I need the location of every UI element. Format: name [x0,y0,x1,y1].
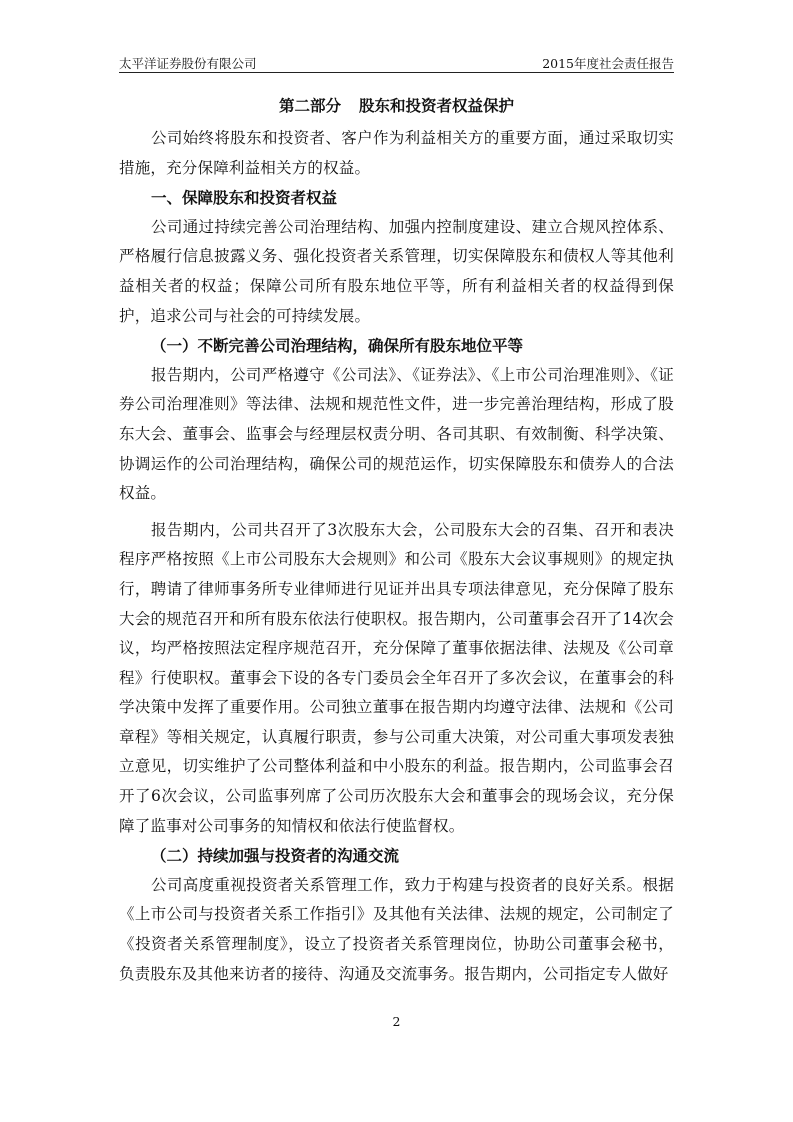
subsection-1-paragraph-1: 报告期内，公司严格遵守《公司法》、《证券法》、《上市公司治理准则》、《证券公司治理准则》等法律、法规和规范性文件，进一步完善治理结构，形成了股东大会、董事会、监事会与经理层权责分明、各司其职、有效制衡、科学决策、协调运作的公司治理结构，确保公司的规范运作，切实保障股东和债券人的合法权益。 [119,365,674,503]
subsection-2-paragraph: 公司高度重视投资者关系管理工作，致力于构建与投资者的良好关系。根据《上市公司与投资者关系工作指引》及其他有关法律、法规的规定，公司制定了《投资者关系管理制度》，设立了投资者关系管理岗位，协助公司董事会秘书，负责股东及其他来访者的接待、沟通及交流事务。报告期内，公司指定专人做好 [119,875,674,983]
subsection-1-paragraph-2: 报告期内，公司共召开了3次股东大会，公司股东大会的召集、召开和表决程序严格按照《上市公司股东大会规则》和公司《股东大会议事规则》的规定执行，聘请了律师事务所专业律师进行见证并出具专项法律意见，充分保障了股东大会的规范召开和所有股东依法行使职权。报告期内，公司董事会召开了14次会议，均严格按照法定程序规范召开，充分保障了董事依据法律、法规及《公司章程》行使职权。董事会下设的各专门委员会全年召开了多次会议，在董事会的科学决策中发挥了重要作用。公司独立董事在报告期内均遵守法律、法规和《公司章程》等相关规定，认真履行职责，参与公司重大决策，对公司重大事项发表独立意见，切实维护了公司整体利益和中小股东的利益。报告期内，公司监事会召开了6次会议，公司监事列席了公司历次股东大会和董事会的现场会议，充分保障了监事对公司事务的知情权和依法行使监督权。 [119,520,674,835]
page-number: 2 [392,1014,401,1029]
section-heading-1: 一、保障股东和投资者权益 [151,188,338,208]
subsection-heading-1: （一）不断完善公司治理结构，确保所有股东地位平等 [151,336,524,356]
page-header [119,54,674,74]
subsection-heading-2: （二）持续加强与投资者的沟通交流 [151,846,400,866]
intro-paragraph: 公司始终将股东和投资者、客户作为利益相关方的重要方面，通过采取切实措施，充分保障利益相关方的权益。 [119,129,674,177]
document-body [119,88,674,989]
part-name: 股东和投资者权益保护 [359,96,515,115]
header-report-title: 2015年度社会责任报告 [542,56,674,71]
section-1-paragraph: 公司通过持续完善公司治理结构、加强内控制度建设、建立合规风控体系、严格履行信息披露义务、强化投资者关系管理，切实保障股东和债权人等其他利益相关者的权益；保障公司所有股东地位平等，所有利益相关者的权益得到保护，追求公司与社会的可持续发展。 [119,217,674,325]
header-divider [119,72,674,73]
part-label: 第二部分 [278,96,341,115]
part-title [119,88,674,124]
header-company-name: 太平洋证券股份有限公司 [119,56,257,71]
